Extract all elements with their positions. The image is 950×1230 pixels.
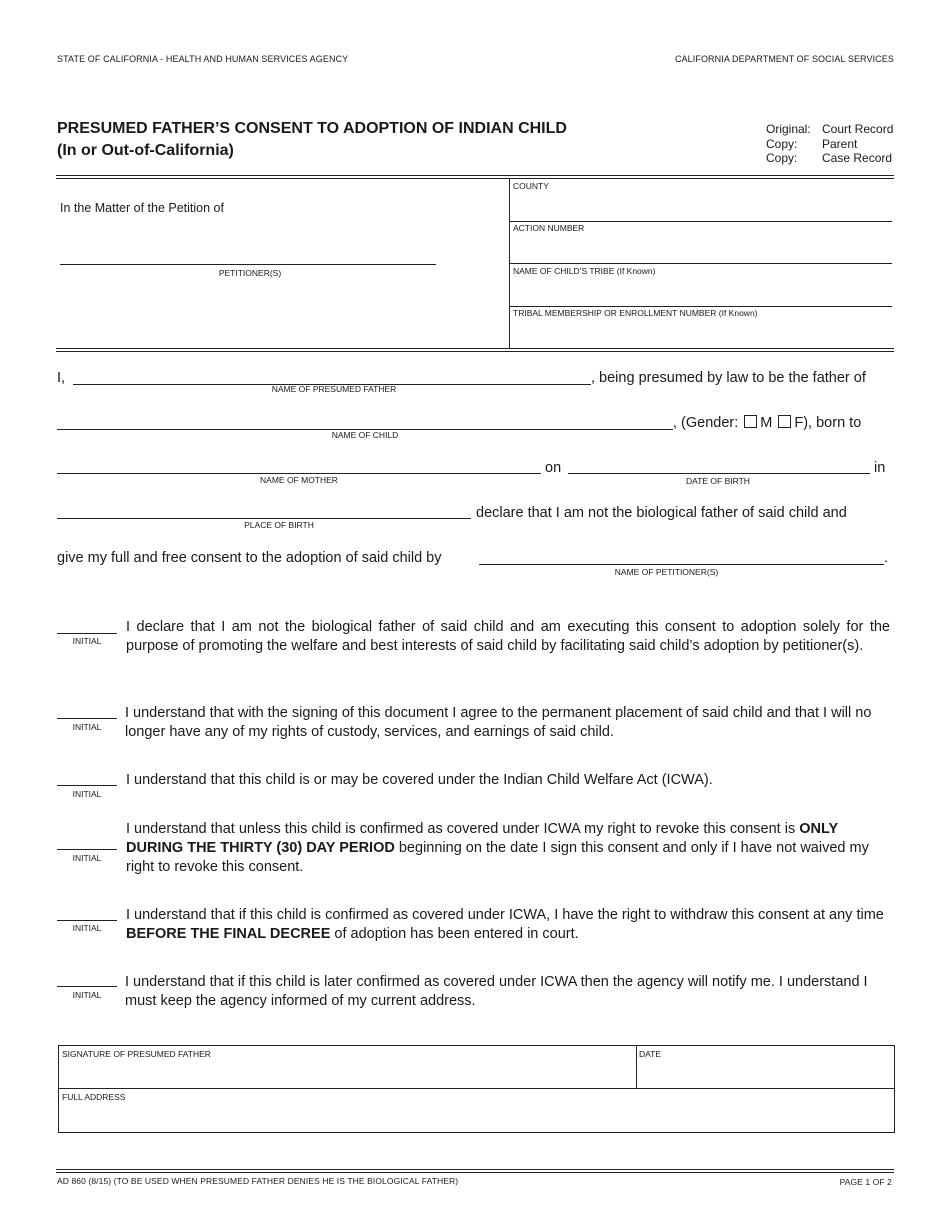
petitioners-label: NAME OF PETITIONER(S)	[614, 567, 719, 577]
clause-5-text-b: of adoption has been entered in court.	[330, 926, 579, 942]
initial-label: INITIAL	[72, 722, 102, 732]
distribution-list	[766, 122, 893, 166]
petitioner-field[interactable]	[60, 264, 436, 265]
county-label: COUNTY	[513, 181, 549, 191]
consent-text: give my full and free consent to the adoption of said child by	[57, 550, 442, 566]
enrollment-label: TRIBAL MEMBERSHIP OR ENROLLMENT NUMBER (If Known)	[513, 308, 758, 318]
pob-label: PLACE OF BIRTH	[244, 520, 314, 530]
mother-name-field[interactable]	[57, 473, 541, 474]
consent-period: .	[884, 550, 889, 566]
signature-col-divider	[636, 1046, 637, 1088]
on-text: on	[545, 460, 562, 476]
i-text: I,	[57, 370, 66, 386]
petitioners-field[interactable]	[479, 564, 884, 565]
initial-label: INITIAL	[72, 990, 102, 1000]
child-name-label: NAME OF CHILD	[331, 430, 399, 440]
gender-f-checkbox[interactable]	[778, 415, 791, 428]
declare-text: declare that I am not the biological father of said child and	[476, 505, 847, 521]
initial-label: INITIAL	[72, 789, 102, 799]
gender-text: , (Gender:	[673, 415, 739, 431]
initial-field[interactable]	[57, 718, 117, 719]
tribe-label: NAME OF CHILD’S TRIBE (If Known)	[513, 266, 656, 276]
initial-label: INITIAL	[72, 923, 102, 933]
clause-4-text-b: beginning on the date I sign this consent and only if I have not waived my right to revoke this consent.	[126, 840, 869, 875]
clause-5	[126, 906, 890, 944]
dob-field[interactable]	[568, 473, 870, 474]
clause-6: I understand that if this child is later confirmed as covered under ICWA then the agency will notify me. I understand I must keep the agency informed of my current address.	[125, 974, 868, 1009]
signature-label: SIGNATURE OF PRESUMED FATHER	[62, 1049, 211, 1059]
distribution-value: Case Record	[822, 151, 893, 165]
clause-3: I understand that this child is or may be covered under the Indian Child Welfare Act (ICWA).	[126, 772, 713, 788]
gender-m-checkbox[interactable]	[744, 415, 757, 428]
gender-m-label: M	[760, 415, 773, 431]
clause-4-text-a: I understand that unless this child is confirmed as covered under ICWA my right to revoke this consent is	[126, 821, 800, 837]
caption-bottom-rule-2	[56, 351, 894, 352]
clause-4-bold: ONLY DURING THE THIRTY (30) DAY PERIOD	[126, 821, 838, 856]
signature-field[interactable]	[60, 1060, 634, 1086]
action-number-field[interactable]	[510, 263, 892, 264]
pob-field[interactable]	[57, 518, 471, 519]
clause-5-bold: BEFORE THE FINAL DECREE	[126, 926, 331, 942]
matter-text: In the Matter of the Petition of	[60, 201, 224, 215]
initial-field[interactable]	[57, 920, 117, 921]
distribution-label: Copy:	[766, 136, 798, 151]
agency-right: CALIFORNIA DEPARTMENT OF SOCIAL SERVICES	[674, 54, 894, 64]
mother-name-label: NAME OF MOTHER	[260, 475, 338, 485]
caption-bottom-rule	[56, 348, 894, 349]
page-number: PAGE 1 OF 2	[839, 1177, 892, 1187]
presumed-text: , being presumed by law to be the father of	[591, 370, 866, 386]
distribution-value: Court Record	[822, 122, 894, 136]
initial-field[interactable]	[57, 849, 117, 850]
gender-f-label: F), born to	[794, 415, 862, 431]
gender-row	[673, 414, 861, 433]
initial-field[interactable]	[57, 986, 117, 987]
petitioner-label: PETITIONER(S)	[218, 268, 282, 278]
clause-2: I understand that with the signing of this document I agree to the permanent placement of said child and that I will no longer have any of my rights of custody, services, and earnings of said child.	[125, 705, 872, 740]
enrollment-field[interactable]	[510, 320, 892, 346]
initial-label: INITIAL	[72, 636, 102, 646]
address-field[interactable]	[60, 1103, 892, 1129]
action-number-label: ACTION NUMBER	[513, 223, 585, 233]
clause-4	[126, 820, 890, 877]
address-label: FULL ADDRESS	[62, 1092, 126, 1102]
date-field[interactable]	[638, 1060, 892, 1086]
agency-left: STATE OF CALIFORNIA - HEALTH AND HUMAN SERVICES AGENCY	[57, 54, 349, 64]
dob-label: DATE OF BIRTH	[686, 476, 750, 486]
date-label: DATE	[639, 1049, 662, 1059]
clause-5-text-a: I understand that if this child is confirmed as covered under ICWA, I have the right to withdraw this consent at any time	[126, 907, 884, 923]
in-text: in	[874, 460, 886, 476]
distribution-label: Original:	[766, 122, 811, 136]
initial-field[interactable]	[57, 785, 117, 786]
caption-top-rule-2	[56, 178, 894, 179]
tribe-field[interactable]	[510, 306, 892, 307]
signature-row-divider	[59, 1088, 894, 1089]
clause-1: I declare that I am not the biological father of said child and am executing this consent to adoption solely for the purpose of promoting the welfare and best interests of said child by facilitating said child’s adoption by petitioner(s).	[126, 619, 890, 654]
form-subtitle: (In or Out-of-California)	[57, 142, 234, 159]
form-id: AD 860 (8/15) (TO BE USED WHEN PRESUMED FATHER DENIES HE IS THE BIOLOGICAL FATHER)	[57, 1176, 459, 1186]
initial-label: INITIAL	[72, 853, 102, 863]
caption-top-rule	[56, 175, 894, 176]
initial-field[interactable]	[57, 633, 117, 634]
footer-rule-2	[56, 1172, 894, 1173]
county-field[interactable]	[510, 221, 892, 222]
form-title: PRESUMED FATHER’S CONSENT TO ADOPTION OF INDIAN CHILD	[57, 120, 567, 137]
distribution-label: Copy:	[766, 151, 798, 165]
footer-rule	[56, 1169, 894, 1170]
distribution-value: Parent	[822, 136, 858, 151]
presumed-father-label: NAME OF PRESUMED FATHER	[271, 384, 397, 394]
